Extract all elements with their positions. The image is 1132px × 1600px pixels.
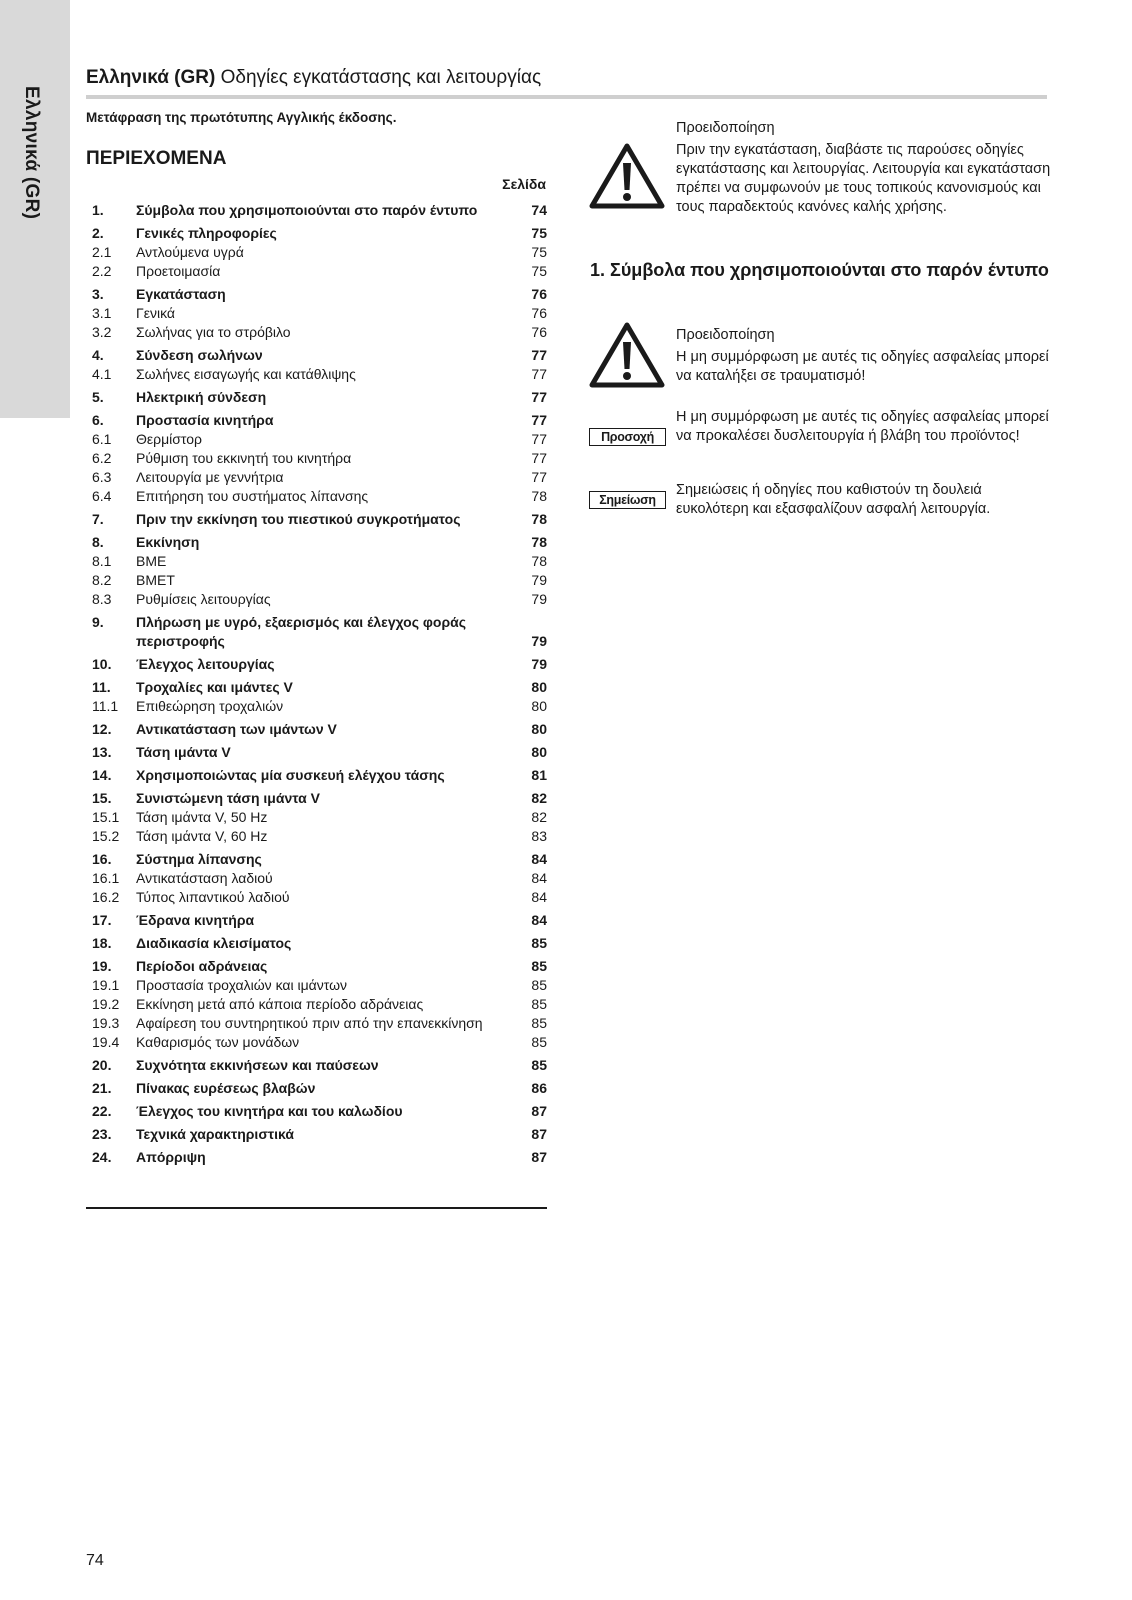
toc-entry-number: 14.: [92, 767, 112, 783]
toc-entry: [86, 888, 547, 907]
toc-entry-label: Εκκίνηση μετά από κάποια περίοδο αδράνειας: [136, 996, 424, 1012]
toc-entry-label: Προστασία κινητήρα: [136, 412, 274, 428]
toc-entry: [86, 552, 547, 571]
toc-entry-label: Τροχαλίες και ιμάντες V: [136, 679, 293, 695]
caution-text: Η μη συμμόρφωση με αυτές τις οδηγίες ασφαλείας μπορεί να προκαλέσει δυσλειτουργία ή βλάβη του προϊόντος!: [676, 409, 1049, 444]
toc-entry: [86, 720, 547, 739]
toc-entry-label: Τάση ιμάντα V: [136, 744, 231, 760]
toc-entry-number: 8.3: [92, 591, 112, 607]
toc-entry-label: Έλεγχος λειτουργίας: [136, 656, 275, 672]
toc-entry-label: BME: [136, 553, 167, 569]
toc-entry-number: 16.2: [92, 889, 120, 905]
toc-entry: [86, 243, 547, 262]
toc-entry-label: Σωλήνας για το στρόβιλο: [136, 324, 291, 340]
toc-entry-number: 2.2: [92, 263, 112, 279]
toc-entry: [86, 869, 547, 888]
toc-entry-label: Εγκατάσταση: [136, 286, 226, 302]
translation-note: Μετάφραση της πρωτότυπης Αγγλικής έκδοσης.: [86, 110, 397, 125]
toc-entry-label: Σύμβολα που χρησιμοποιούνται στο παρόν έντυπο: [136, 202, 478, 218]
toc-entry-page: 82: [531, 809, 547, 825]
toc-entry: [86, 1079, 547, 1098]
toc-entry-number: 11.: [92, 679, 111, 695]
toc-entry-number: 19.4: [92, 1034, 120, 1050]
toc-entry-page: 76: [531, 324, 547, 340]
toc-entry: [86, 1033, 547, 1052]
toc-entry: [86, 1148, 547, 1167]
toc-entry: [86, 224, 547, 243]
toc-entry: [86, 365, 547, 384]
toc-entry: [86, 487, 547, 506]
caution-box-label: Προσοχή: [589, 428, 666, 446]
toc-entry: [86, 766, 547, 785]
warning-symbol-label: Προειδοποίηση: [676, 327, 775, 343]
toc-entry-number: 18.: [92, 935, 112, 951]
toc-entry-number: 3.: [92, 286, 104, 302]
toc-entry-page: 80: [531, 698, 547, 714]
toc-entry-page: 79: [531, 591, 547, 607]
toc-entry-number: 16.1: [92, 870, 120, 886]
toc-entry: [86, 411, 547, 430]
toc-page-column-label: Σελίδα: [502, 176, 546, 192]
toc-entry: [86, 346, 547, 365]
toc-entry-label: Ηλεκτρική σύνδεση: [136, 389, 267, 405]
toc-entry-label: Απόρριψη: [136, 1149, 206, 1165]
toc-bottom-rule: [86, 1207, 547, 1209]
toc-entry-label: Πριν την εκκίνηση του πιεστικού συγκροτήματος: [136, 511, 461, 527]
toc-entry-page: 84: [531, 889, 547, 905]
toc-entry: [86, 590, 547, 609]
toc-entry-page: 85: [531, 1015, 547, 1031]
toc-entry-number: 8.1: [92, 553, 112, 569]
header-divider: [86, 95, 1047, 99]
toc-entry-page: 87: [531, 1103, 547, 1119]
toc-entry-page: 86: [531, 1080, 547, 1096]
toc-entry-number: 24.: [92, 1149, 112, 1165]
toc-entry-number: 3.1: [92, 305, 112, 321]
toc-entry-page: 75: [531, 244, 547, 260]
toc-entry-number: 8.: [92, 534, 104, 550]
toc-entry-label: BMET: [136, 572, 175, 588]
toc-entry: [86, 1014, 547, 1033]
toc-entry: [86, 678, 547, 697]
toc-entry: [86, 911, 547, 930]
toc-entry-number: 7.: [92, 511, 104, 527]
toc-entry-number: 16.: [92, 851, 112, 867]
section-heading: [590, 259, 1050, 281]
toc-entry-label: Γενικές πληροφορίες: [136, 225, 277, 241]
toc-entry-label: Τεχνικά χαρακτηριστικά: [136, 1126, 294, 1142]
toc-entry-page: 82: [531, 790, 547, 806]
toc-entry: [86, 571, 547, 590]
toc-entry-page: 79: [531, 656, 547, 672]
toc-entry-number: 2.1: [92, 244, 112, 260]
toc-entry: [86, 827, 547, 846]
toc-entry-number: 23.: [92, 1126, 112, 1142]
toc-entry: [86, 743, 547, 762]
toc-entry: [86, 995, 547, 1014]
toc-entry: [86, 510, 547, 529]
toc-entry-page: 79: [531, 572, 547, 588]
toc-entry-page: 77: [531, 431, 547, 447]
toc-entry-number: 19.3: [92, 1015, 120, 1031]
toc-entry-page: 84: [531, 912, 547, 928]
toc-entry-label: Τύπος λιπαντικού λαδιού: [136, 889, 290, 905]
toc-entry-page: 77: [531, 412, 547, 428]
toc-entry: [86, 1102, 547, 1121]
toc-entry-label: Αντλούμενα υγρά: [136, 244, 244, 260]
toc-entry-label: Τάση ιμάντα V, 60 Hz: [136, 828, 268, 844]
toc-entry: [86, 388, 547, 407]
language-side-tab: [0, 0, 70, 418]
toc-entry: [86, 789, 547, 808]
toc-entry: [86, 1056, 547, 1075]
warning-text: Πριν την εγκατάσταση, διαβάστε τις παρούσες οδηγίες εγκατάστασης και λειτουργίας. Λειτουργία και εγκατάσταση πρέπει να συμφωνούν με τους τοπικούς κανονισμούς και τους παραδεκτούς κανόνες καλής χρήσης.: [676, 142, 1051, 215]
warning-label: Προειδοποίηση: [676, 120, 775, 136]
page-number: 74: [86, 1552, 104, 1569]
toc-entry: [86, 201, 547, 220]
toc-entry-number: 6.1: [92, 431, 112, 447]
toc-entry-page: 75: [531, 225, 547, 241]
toc-entry-page: 78: [531, 534, 547, 550]
toc-entry-label: Λειτουργία με γεννήτρια: [136, 469, 284, 485]
toc-entry-page: 85: [531, 958, 547, 974]
toc-entry-page: 84: [531, 851, 547, 867]
toc-entry-number: 6.: [92, 412, 104, 428]
toc-entry: [86, 304, 547, 323]
toc-entry: [86, 957, 547, 976]
toc-entry-number: 6.2: [92, 450, 112, 466]
toc-entry-page: 80: [531, 679, 547, 695]
toc-entry-number: 21.: [92, 1080, 112, 1096]
toc-entry: [86, 697, 547, 716]
toc-entry-label: Προετοιμασία: [136, 263, 221, 279]
toc-entry-number: 9.: [92, 614, 104, 630]
toc-entry-page: 77: [531, 450, 547, 466]
toc-entry-page: 77: [531, 469, 547, 485]
toc-entry-number: 3.2: [92, 324, 112, 340]
toc-entry-label: Γενικά: [136, 305, 175, 321]
toc-entry-label: Έλεγχος του κινητήρα και του καλωδίου: [136, 1103, 403, 1119]
toc-entry-number: 19.2: [92, 996, 120, 1012]
header-title: Οδηγίες εγκατάστασης και λειτουργίας: [220, 67, 542, 88]
toc-entry: [86, 533, 547, 552]
toc-entry-number: 1.: [92, 202, 104, 218]
toc-entry-number: 11.1: [92, 698, 119, 714]
toc-entry-page: 85: [531, 1034, 547, 1050]
toc-entry-number: 15.: [92, 790, 112, 806]
toc-entry-label: Πλήρωση με υγρό, εξαερισμός και έλεγχος φοράς περιστροφής: [136, 614, 467, 649]
toc-entry-label: Διαδικασία κλεισίματος: [136, 935, 292, 951]
toc-entry-number: 13.: [92, 744, 112, 760]
toc-entry-number: 10.: [92, 656, 112, 672]
toc-entry: [86, 655, 547, 674]
toc-entry-number: 15.2: [92, 828, 120, 844]
table-of-contents: [86, 201, 547, 1167]
side-tab-label: Ελληνικά (GR): [21, 86, 42, 220]
toc-entry: [86, 808, 547, 827]
toc-entry-label: Συνιστώμενη τάση ιμάντα V: [136, 790, 320, 806]
toc-entry-page: 78: [531, 553, 547, 569]
toc-entry-number: 6.4: [92, 488, 112, 504]
toc-entry-number: 19.: [92, 958, 112, 974]
toc-entry-page: 84: [531, 870, 547, 886]
toc-entry-label: Θερμίστορ: [136, 431, 202, 447]
toc-entry-page: 77: [531, 347, 547, 363]
section-number: 1.: [590, 260, 606, 280]
note-box-label: Σημείωση: [589, 491, 666, 509]
toc-entry-label: Τάση ιμάντα V, 50 Hz: [136, 809, 268, 825]
toc-entry-label: Ρύθμιση του εκκινητή του κινητήρα: [136, 450, 352, 466]
toc-entry-label: Σύστημα λίπανσης: [136, 851, 262, 867]
toc-entry: [86, 323, 547, 342]
toc-entry-page: 78: [531, 511, 547, 527]
toc-entry-page: 80: [531, 721, 547, 737]
toc-entry: [86, 468, 547, 487]
toc-entry-number: 2.: [92, 225, 104, 241]
toc-entry-number: 4.1: [92, 366, 112, 382]
warning-symbol-text: Η μη συμμόρφωση με αυτές τις οδηγίες ασφαλείας μπορεί να καταλήξει σε τραυματισμό!: [676, 349, 1049, 384]
toc-entry-label: Συχνότητα εκκινήσεων και παύσεων: [136, 1057, 379, 1073]
header-language: Ελληνικά (GR): [86, 67, 216, 88]
toc-entry-page: 76: [531, 305, 547, 321]
toc-entry-label: Σύνδεση σωλήνων: [136, 347, 263, 363]
toc-entry-page: 79: [531, 633, 547, 649]
toc-entry-label: Επιθεώρηση τροχαλιών: [136, 698, 284, 714]
toc-entry-page: 80: [531, 744, 547, 760]
toc-entry-label: Αντικατάσταση των ιμάντων V: [136, 721, 337, 737]
toc-entry-label: Αφαίρεση του συντηρητικού πριν από την επανεκκίνηση: [136, 1015, 483, 1031]
toc-entry: [86, 976, 547, 995]
toc-entry-page: 81: [531, 767, 547, 783]
toc-entry-number: 4.: [92, 347, 104, 363]
section-title: Σύμβολα που χρησιμοποιούνται στο παρόν έντυπο: [610, 260, 1049, 280]
toc-entry-page: 77: [531, 389, 547, 405]
page-header: [86, 66, 1046, 90]
toc-entry: [86, 285, 547, 304]
toc-entry-page: 87: [531, 1126, 547, 1142]
warning-triangle-icon: [589, 322, 665, 388]
toc-entry-page: 85: [531, 1057, 547, 1073]
toc-entry-number: 8.2: [92, 572, 112, 588]
toc-entry-page: 87: [531, 1149, 547, 1165]
toc-entry: [86, 613, 547, 651]
toc-entry-label: Αντικατάσταση λαδιού: [136, 870, 273, 886]
toc-entry-label: Ρυθμίσεις λειτουργίας: [136, 591, 271, 607]
toc-entry-number: 15.1: [92, 809, 120, 825]
toc-entry-label: Χρησιμοποιώντας μία συσκευή ελέγχου τάσης: [136, 767, 445, 783]
toc-entry-page: 78: [531, 488, 547, 504]
toc-entry-page: 77: [531, 366, 547, 382]
warning-triangle-icon: [589, 143, 665, 209]
toc-entry: [86, 430, 547, 449]
toc-entry-label: Εκκίνηση: [136, 534, 200, 550]
toc-entry: [86, 850, 547, 869]
toc-title: ΠΕΡΙΕΧΟΜΕΝΑ: [86, 148, 227, 169]
toc-entry: [86, 262, 547, 281]
toc-entry-label: Έδρανα κινητήρα: [136, 912, 255, 928]
toc-entry: [86, 449, 547, 468]
toc-entry-number: 20.: [92, 1057, 112, 1073]
toc-entry-label: Επιτήρηση του συστήματος λίπανσης: [136, 488, 369, 504]
toc-entry-label: Προστασία τροχαλιών και ιμάντων: [136, 977, 348, 993]
toc-entry-number: 17.: [92, 912, 112, 928]
toc-entry-page: 74: [531, 202, 547, 218]
toc-entry-page: 85: [531, 977, 547, 993]
note-text: Σημειώσεις ή οδηγίες που καθιστούν τη δουλειά ευκολότερη και εξασφαλίζουν ασφαλή λειτουργία.: [676, 482, 991, 517]
toc-entry-label: Περίοδοι αδράνειας: [136, 958, 268, 974]
toc-entry-number: 5.: [92, 389, 104, 405]
toc-entry: [86, 934, 547, 953]
toc-entry-page: 83: [531, 828, 547, 844]
toc-entry-page: 76: [531, 286, 547, 302]
toc-entry-number: 6.3: [92, 469, 112, 485]
toc-entry-number: 22.: [92, 1103, 112, 1119]
toc-entry: [86, 1125, 547, 1144]
toc-entry-label: Σωλήνες εισαγωγής και κατάθλιψης: [136, 366, 356, 382]
toc-entry-number: 19.1: [92, 977, 120, 993]
toc-entry-label: Πίνακας ευρέσεως βλαβών: [136, 1080, 316, 1096]
toc-entry-label: Καθαρισμός των μονάδων: [136, 1034, 300, 1050]
toc-entry-page: 85: [531, 996, 547, 1012]
toc-entry-number: 12.: [92, 721, 112, 737]
toc-entry-page: 85: [531, 935, 547, 951]
toc-entry-page: 75: [531, 263, 547, 279]
